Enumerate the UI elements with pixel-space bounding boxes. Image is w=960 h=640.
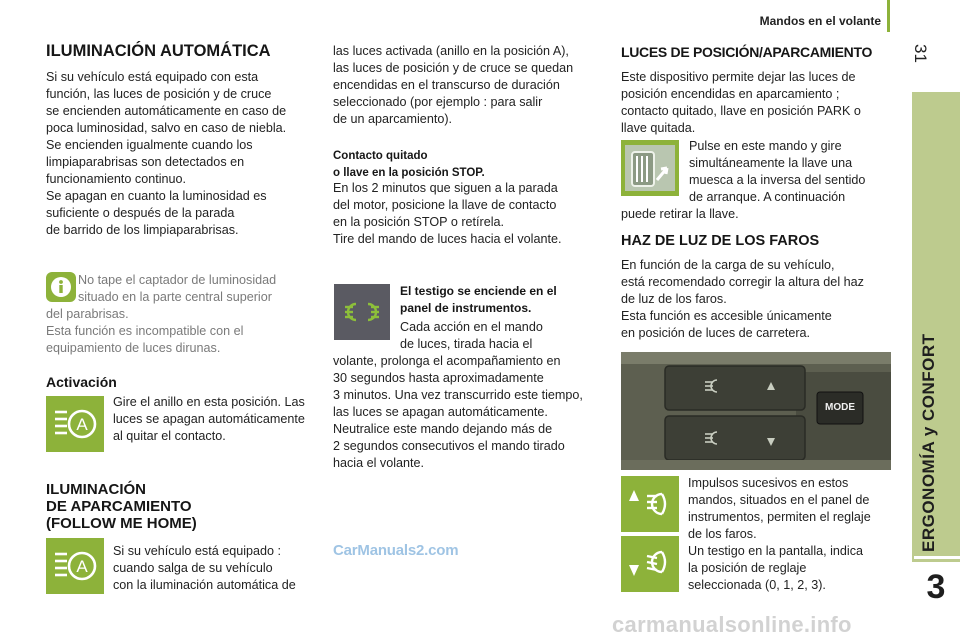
parking-lights-text: Este dispositivo permite dejar las luces de posición encendidas en aparcamiento ; contacto quitado, llave en posición PARK o llave quitada. xyxy=(621,70,861,135)
witness-text-top: Cada acción en el mando de luces, tirada hacia el xyxy=(400,320,543,351)
beam-text: En función de la carga de su vehículo, está recomendado corregir la altura del haz de luz de los faros. Esta función es accesible únicamente en posición de luces de carretera. xyxy=(621,258,864,340)
warning-lamp-icon xyxy=(334,284,390,340)
svg-text:A: A xyxy=(76,557,88,576)
header-title: Mandos en el volante xyxy=(759,14,881,28)
auto-lighting-text: Si su vehículo está equipado con esta función, las luces de posición y de cruce se encienden automáticamente en caso de poca luminosidad, salvo en caso de niebla. Se encienden igualmente cuando los limpiaparabrisas son detectados en funcionamiento continuo. Se apagan en cuanto la luminosidad es suficiente o después de la parada de barrido de los limpiaparabrisas. xyxy=(46,70,287,237)
info-icon xyxy=(46,272,76,302)
witness-text: volante, prolonga el acompañamiento en 30 segundos hasta aproximadamente 3 minutos. Una vez transcurrido este tiempo, las luces se apagan automáticamente. Neutralice este mando dejando más de 2 segundos consecutivos el mando tirado hacia el volante. xyxy=(333,354,583,470)
sensor-note-top: No tape el captador de luminosidad situado en la parte central superior xyxy=(78,273,277,304)
mode-button-label: MODE xyxy=(825,402,855,413)
header-rule xyxy=(887,0,890,32)
follow-me-home-continued: las luces activada (anillo en la posición A), las luces de posición y de cruce se quedan encendidas en el transcurso de duración seleccionado (por ejemplo : para salir de un aparcamiento). xyxy=(333,44,574,126)
witness-title: El testigo se enciende en el panel de instrumentos. xyxy=(400,284,557,315)
chapter-number: 3 xyxy=(926,568,946,606)
parking-light-switch-icon xyxy=(621,140,679,196)
svg-text:A: A xyxy=(76,415,88,434)
page-number: 31 xyxy=(911,44,930,63)
chapter-divider xyxy=(914,556,960,559)
beam-down-icon xyxy=(621,536,679,592)
follow-me-home-icon xyxy=(46,538,104,594)
watermark-link[interactable]: CarManuals2.com xyxy=(333,542,459,559)
site-watermark: carmanualsonline.info xyxy=(612,612,852,637)
activation-text: Gire el anillo en esta posición. Las luces se apagan automáticamente al quitar el contacto. xyxy=(113,395,305,443)
auto-lighting-ring-icon xyxy=(46,396,104,452)
sensor-note-bottom: del parabrisas. Esta función es incompatible con el equipamiento de luces dirunas. xyxy=(46,307,244,355)
parking-lights-detail: Pulse en este mando y gire simultáneamente la llave una muesca a la inversa del sentido de arranque. A continuación xyxy=(689,139,866,204)
chapter-title: ERGONOMÍA y CONFORT xyxy=(919,333,938,552)
contact-off-title: Contacto quitado o llave en la posición STOP. xyxy=(333,150,485,179)
parking-lights-title: LUCES DE POSICIÓN/APARCAMIENTO xyxy=(621,44,873,60)
parking-lights-end: puede retirar la llave. xyxy=(621,207,739,221)
beam-title: HAZ DE LUZ DE LOS FAROS xyxy=(621,233,820,249)
dashboard-photo xyxy=(621,352,891,470)
beam-up-icon xyxy=(621,476,679,532)
beam-impulse-text: Impulsos sucesivos en estos mandos, situados en el panel de instrumentos, permiten el reglaje de los faros. Un testigo en la pantalla, indica la posición de reglaje seleccionada (0, 1, 2, 3). xyxy=(688,476,871,592)
contact-off-text: En los 2 minutos que siguen a la parada del motor, posicione la llave de contacto en la posición STOP o retírela. Tire del mando de luces hacia el volante. xyxy=(333,181,562,246)
follow-me-home-title: ILUMINACIÓN DE APARCAMIENTO (FOLLOW ME HOME) xyxy=(46,481,197,532)
activation-title: Activación xyxy=(46,374,117,390)
auto-lighting-title: ILUMINACIÓN AUTOMÁTICA xyxy=(46,42,271,60)
follow-me-home-text: Si su vehículo está equipado : cuando salga de su vehículo con la iluminación automática de xyxy=(113,544,296,592)
